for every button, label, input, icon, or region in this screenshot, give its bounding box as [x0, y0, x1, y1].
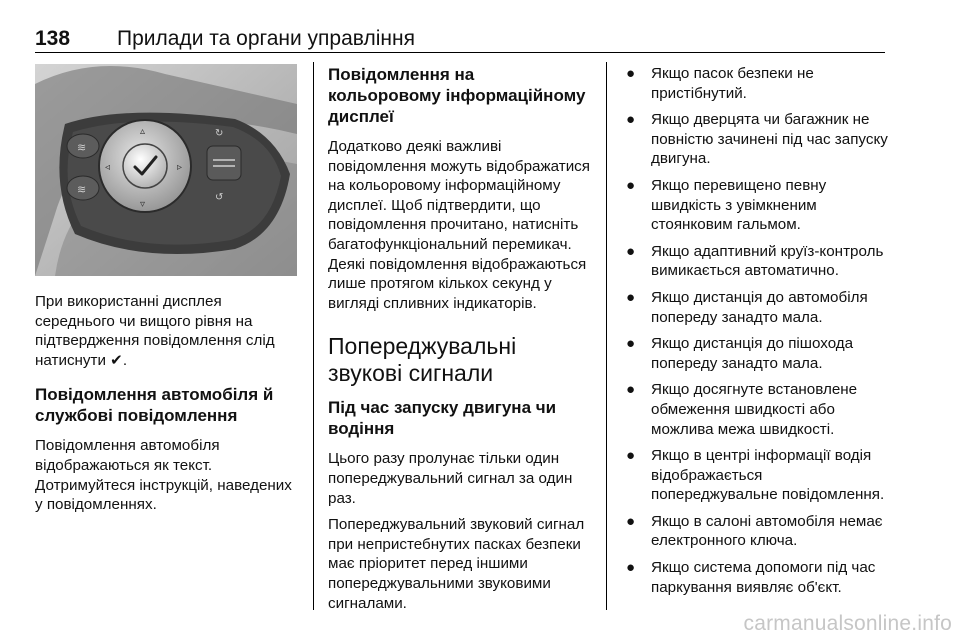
bullet-icon: ● — [626, 288, 636, 306]
bullet-icon: ● — [626, 335, 636, 353]
watermark: carmanualsonline.info — [743, 612, 952, 635]
bullet-icon: ● — [626, 242, 636, 260]
svg-text:↺: ↺ — [215, 192, 224, 203]
list-item: ● Якщо в центрі інформації водія відображається попереджувальне повідомлення. — [626, 447, 885, 504]
intro-text: При використанні дисплея середнього чи вищого рівня на підтвердження повідомлення слід натиснути ✔. — [35, 293, 275, 369]
column-left — [35, 64, 297, 522]
column-middle — [328, 64, 590, 620]
main-heading-warning-chimes: Попереджувальні звукові сигнали — [328, 333, 517, 387]
bullet-icon: ● — [626, 65, 636, 82]
column-divider-2 — [606, 62, 607, 610]
section-text-vehicle-messages: Повідомлення автомобіля відображаються як текст. Дотримуйтеся інструкцій, наведених у повідомленнях. — [35, 437, 292, 514]
steering-wheel-illustration — [35, 64, 297, 276]
list-item: ● Якщо в салоні автомобіля немає електронного ключа. — [626, 512, 883, 550]
svg-text:▵: ▵ — [140, 126, 146, 137]
page-number: 138 — [35, 27, 71, 50]
list-item: ● Якщо дистанція до пішохода попереду занадто мала. — [626, 335, 854, 372]
list-item: ● Якщо адаптивний круїз-контроль вимикається автоматично. — [626, 242, 884, 280]
header-divider — [35, 52, 885, 53]
bullet-icon: ● — [626, 447, 636, 465]
svg-text:≋: ≋ — [77, 183, 87, 196]
bullet-icon: ● — [626, 559, 636, 577]
list-item: ● Якщо система допомоги під час паркування виявляє об'єкт. — [626, 559, 876, 596]
bullet-icon: ● — [626, 176, 636, 194]
svg-text:≋: ≋ — [77, 141, 87, 154]
column-divider-1 — [313, 62, 314, 610]
list-item: ● Якщо перевищено певну швидкість з увімкненим стоянковим гальмом. — [626, 176, 827, 234]
column-right — [622, 64, 890, 604]
section-text-color-display: Додатково деякі важливі повідомлення можуть відображатися на кольоровому інформаційному дисплеї. Щоб підтвердити, що повідомлення прочитано, натисніть багатофункціональний перемикач. Деякі повідомлення відображаються лише протягом кількох секунд у вигляді спливних індикаторів. — [328, 138, 590, 312]
list-item: ● Якщо досягнуте встановлене обмеження швидкості або можлива межа швидкості. — [626, 381, 858, 438]
svg-text:▹: ▹ — [177, 162, 183, 173]
section-heading-color-display: Повідомлення на кольоровому інформаційному дисплеї — [328, 65, 586, 126]
bullet-icon: ● — [626, 381, 636, 399]
paragraph-seatbelt-priority: Попереджувальний звуковий сигнал при непристебнутих пасках безпеки має пріоритет перед іншими попереджувальними звуковими сигналами. — [328, 516, 585, 612]
list-item: ● Якщо дистанція до автомобіля попереду занадто мала. — [626, 288, 868, 326]
page-title: Прилади та органи управління — [117, 27, 415, 50]
bullet-icon: ● — [626, 512, 636, 530]
sub-heading-engine-driving: Під час запуску двигуна чи водіння — [328, 398, 557, 439]
page-header — [35, 27, 885, 53]
paragraph-one-chime: Цього разу пролунає тільки один попереджувальний сигнал за один раз. — [328, 450, 573, 507]
warning-conditions-list — [622, 64, 890, 597]
section-heading-vehicle-messages: Повідомлення автомобіля й службові повідомлення — [35, 385, 274, 426]
svg-text:▿: ▿ — [140, 199, 146, 210]
steering-wheel-controls-image — [35, 64, 297, 276]
bullet-icon: ● — [626, 111, 636, 129]
list-item: ● Якщо дверцята чи багажник не повністю зачинені під час запуску двигуна. — [626, 111, 888, 168]
svg-text:◃: ◃ — [105, 162, 111, 173]
svg-text:↻: ↻ — [215, 128, 224, 139]
list-item: ● Якщо пасок безпеки не пристібнутий. — [626, 65, 814, 102]
